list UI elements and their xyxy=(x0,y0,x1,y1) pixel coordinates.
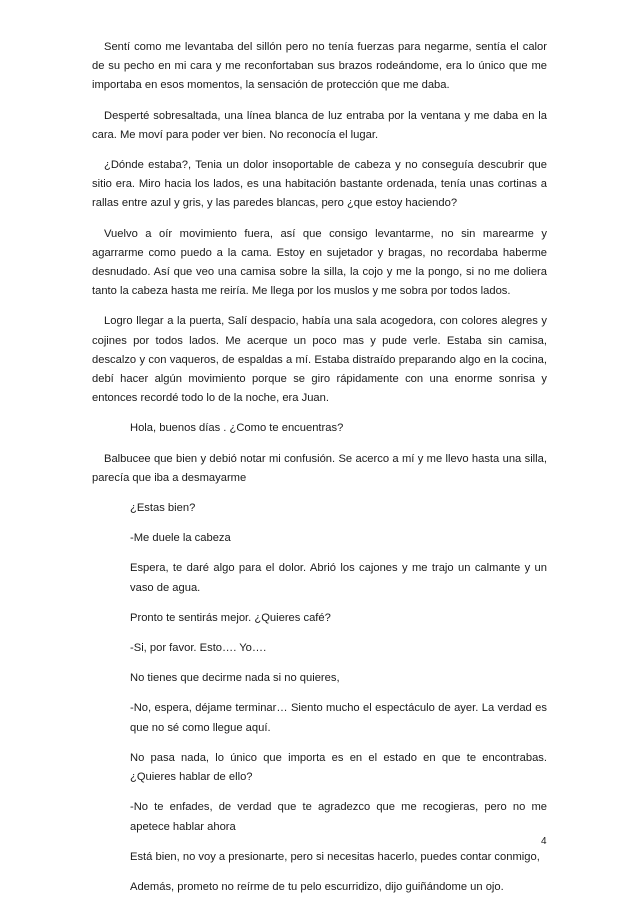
dialog-line: -No te enfades, de verdad que te agradezco que me recogieras, pero no me apetece hablar ahora xyxy=(130,801,547,833)
dialog-line: Además, prometo no reírme de tu pelo escurridizo, dijo guiñándome un ojo. xyxy=(130,880,504,893)
paragraph-6: Balbucee que bien y debió notar mi confusión. Se acerco a mí y me llevo hasta una silla, parecía que iba a desmayarme xyxy=(92,452,547,484)
dialog-line: ¿Estas bien? xyxy=(130,502,196,515)
paragraph-2: Desperté sobresaltada, una línea blanca de luz entraba por la ventana y me daba en la cara. Me moví para poder ver bien. No reconocía el lugar. xyxy=(92,109,547,141)
paragraph-4: Vuelvo a oír movimiento fuera, así que consigo levantarme, no sin marearme y agarrarme como puedo a la cama. Estoy en sujetador y bragas, no recordaba haberme desnudado. Así que veo una camisa sobre la silla, la cojo y me la pongo, si no me doliera tanto la cabeza hasta me reiría. Me llega por los muslos y me sobra por todos lados. xyxy=(92,227,547,298)
dialog-line: -No, espera, déjame terminar… Siento mucho el espectáculo de ayer. La verdad es que no sé como llegue aquí. xyxy=(130,702,547,734)
dialog-line: Pronto te sentirás mejor. ¿Quieres café? xyxy=(130,611,331,624)
dialog-line: No tienes que decirme nada si no quieres, xyxy=(130,672,340,685)
dialog-line: No pasa nada, lo único que importa es en el estado en que te encontrabas. ¿Quieres hablar de ello? xyxy=(130,751,547,784)
dialog-line: Hola, buenos días . ¿Como te encuentras? xyxy=(130,422,344,435)
dialog-line: -Me duele la cabeza xyxy=(130,532,231,545)
dialog-line: -Si, por favor. Esto…. Yo…. xyxy=(130,642,267,655)
dialog-line: Espera, te daré algo para el dolor. Abrió los cajones y me trajo un calmante y un vaso de agua. xyxy=(130,562,547,594)
paragraph-1: Sentí como me levantaba del sillón pero no tenía fuerzas para negarme, sentía el calor de su pecho en mi cara y me reconfortaban sus brazos rodeándome, era lo único que me importaba en esos momentos, la sensación de protección que me daba. xyxy=(92,41,547,92)
paragraph-3: ¿Dónde estaba?, Tenia un dolor insoportable de cabeza y no conseguía descubrir que sitio era. Miro hacia los lados, es una habitación bastante ordenada, tenía unas cortinas a rallas entre azul y gris, y las paredes blancas, pero ¿que estoy haciendo? xyxy=(92,159,547,210)
dialog-line: Está bien, no voy a presionarte, pero si necesitas hacerlo, puedes contar conmigo, xyxy=(130,850,540,863)
paragraph-5: Logro llegar a la puerta, Salí despacio, había una sala acogedora, con colores alegres y cojines por todos lados. Me acerque un poco mas y pude verle. Estaba sin camisa, descalzo y con vaqueros, de espaldas a mí. Estaba distraído preparando algo en la cocina, debí hacer algún movimiento porque se giro rápidamente con una enorme sonrisa y entonces recordé todo lo de la noche, era Juan. xyxy=(92,315,547,405)
page-number: 4 xyxy=(541,836,547,847)
document-page xyxy=(92,38,547,908)
